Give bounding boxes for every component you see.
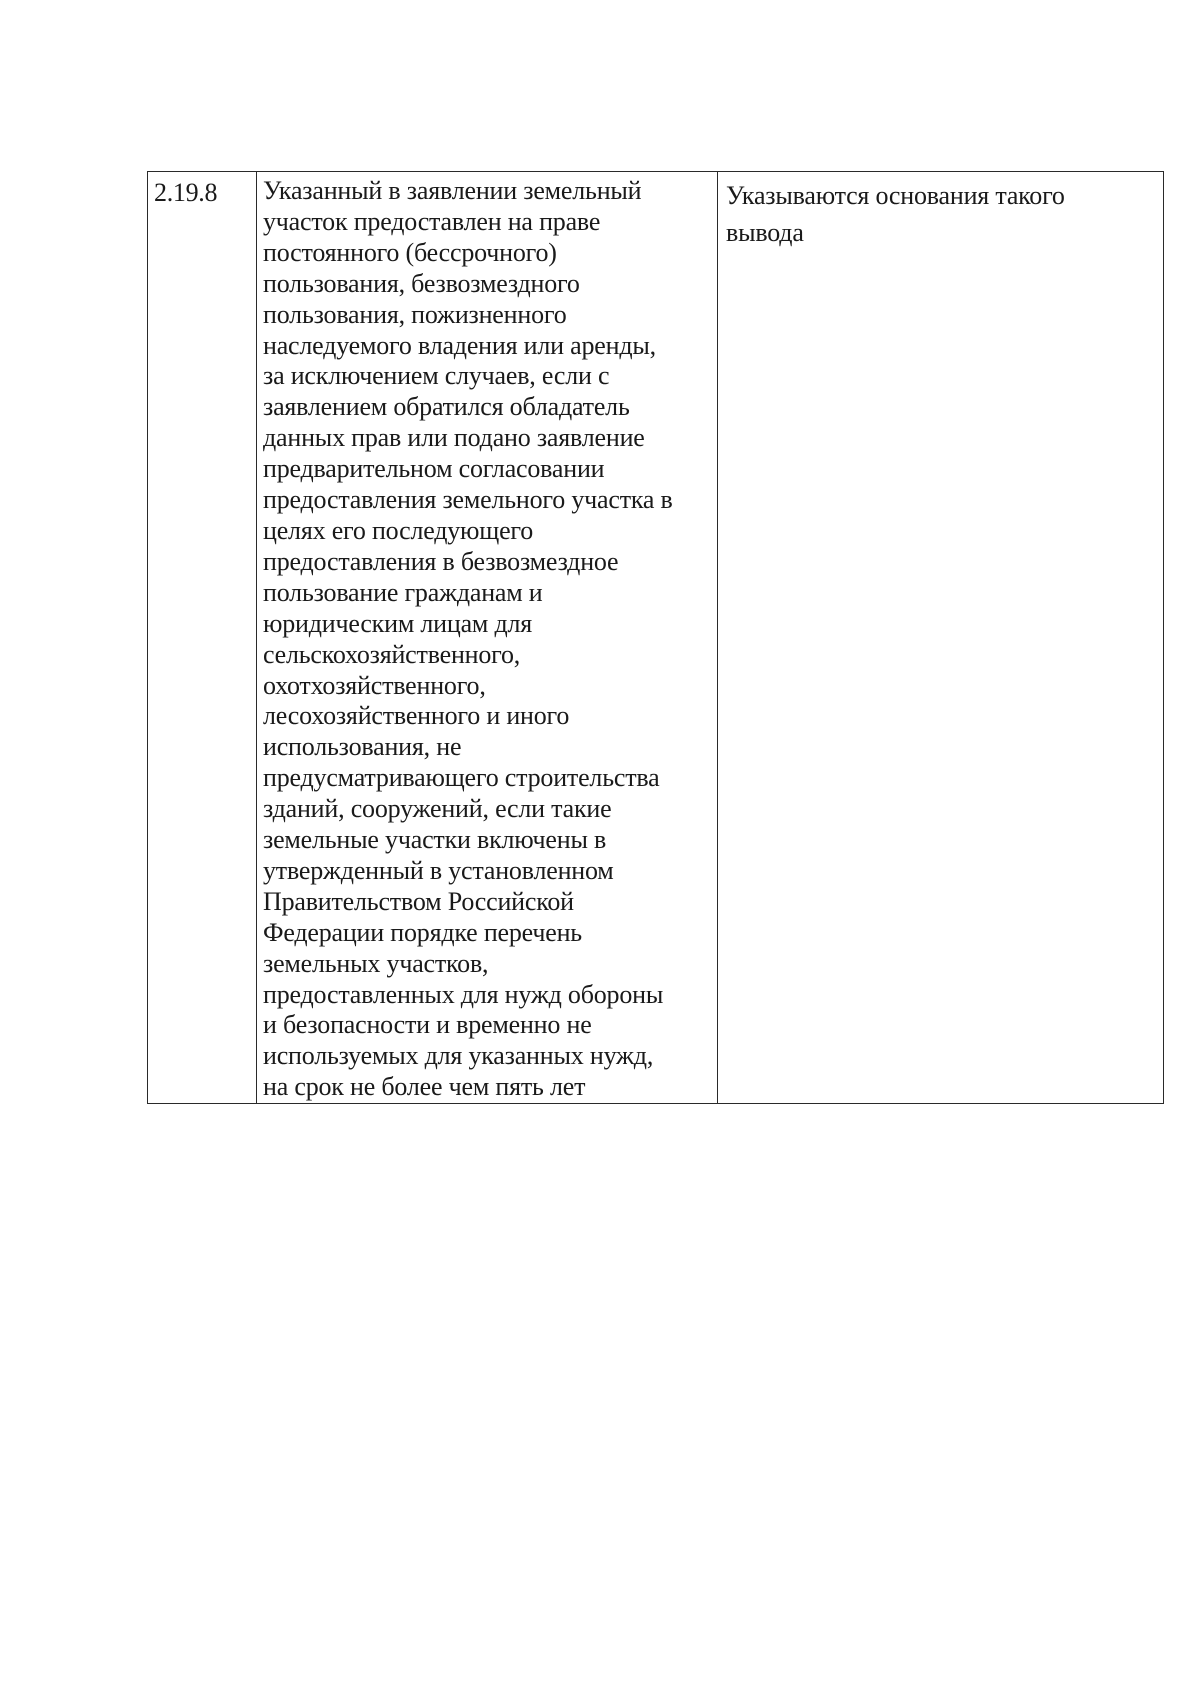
clause-number: 2.19.8 bbox=[154, 178, 218, 207]
refusal-ground-cell bbox=[257, 172, 718, 1104]
explanation-text: Указываются основания такого вывода bbox=[726, 181, 1065, 247]
explanation-cell bbox=[718, 172, 1164, 1104]
table-row bbox=[148, 172, 1164, 1104]
refusal-ground-text: Указанный в заявлении земельный участок предоставлен на праве постоянного (бессрочного) пользования, безвозмездного пользования, пожизненного наследуемого владения или аренды, за исключением случаев, если с заявлением обратился обладатель данных прав или подано заявление предварительном согласовании предоставления земельного участка в целях его последующего предоставления в безвозмездное пользование гражданам и юридическим лицам для сельскохозяйственного, охотхозяйственного, лесохозяйственного и иного использования, не предусматривающего строительства зданий, сооружений, если такие земельные участки включены в утвержденный в установленном Правительством Российской Федерации порядке перечень земельных участков, предоставленных для нужд обороны и безопасности и временно не используемых для указанных нужд, на срок не более чем пять лет bbox=[263, 176, 673, 1102]
clause-number-cell bbox=[148, 172, 257, 1104]
refusal-grounds-table bbox=[147, 171, 1164, 1104]
